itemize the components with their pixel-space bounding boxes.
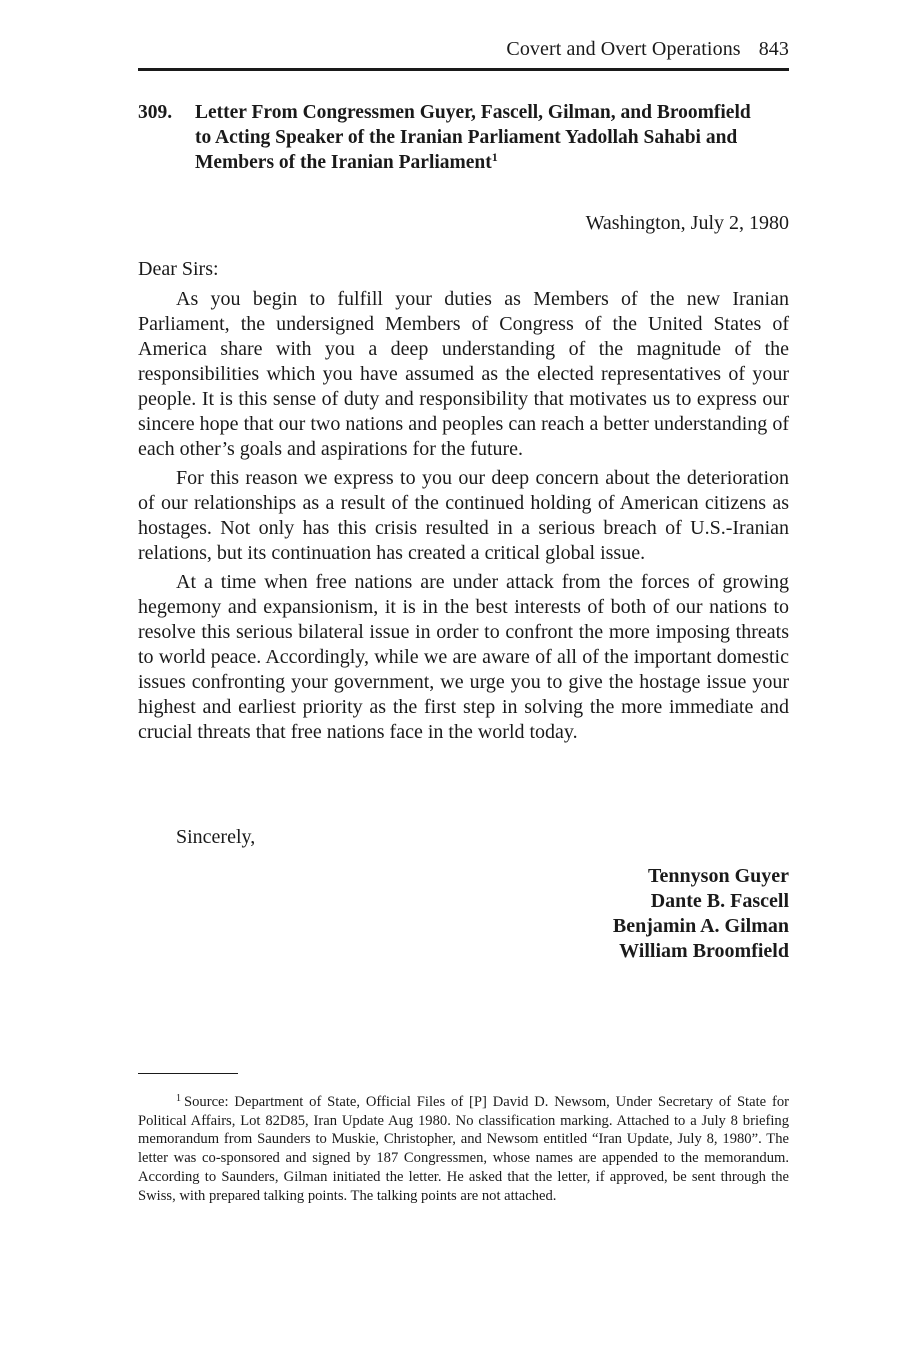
document-heading [138,100,789,175]
paragraph: For this reason we express to you our deep concern about the deterioration of our relationships as a result of the continued holding of American citizens as hostages. Not only has this crisis resulted in a serious breach of U.S.-Iranian relations, but its continuation has created a critical global issue. [138,467,789,564]
footnote-text: Source: Department of State, Official Files of [P] David D. Newsom, Under Secretary of State for Political Affairs, Lot 82D85, Iran Update Aug 1980. No classification marking. Attached to a July 8 briefing memorandum from Saunders to Muskie, Christopher, and Newsom entitled “Iran Update, July 8, 1980”. The letter was co-sponsored and signed by 187 Congressmen, whose names are appended to the memorandum. According to Saunders, Gilman initiated the letter. He asked that the letter, if approved, be sent through the Swiss, with prepared talking points. The talking points are not attached. [138,1094,789,1204]
footnote-reference[interactable]: 1 [491,150,498,164]
paragraph: At a time when free nations are under attack from the forces of growing hegemony and expansionism, it is in the best interests of both of our nations to resolve this serious bilateral issue in order to confront the more imposing threats to world peace. Accordingly, while we are aware of all of the important domestic issues confronting your government, we urge you to give the hostage issue your highest and earliest priority as the first step in solving the more immediate and crucial threats that free nations face in the world today. [138,571,789,743]
letter-body [138,287,789,749]
page-number: 843 [758,38,789,60]
running-header [506,38,789,61]
document-title: Letter From Congressmen Guyer, Fascell, Gilman, and Broomfield to Acting Speaker of the Iranian Parliament Yadollah Sahabi and Members of the Iranian Parliament [195,102,751,173]
dateline: Washington, July 2, 1980 [585,212,789,234]
document-number: 309. [138,102,173,123]
running-title: Covert and Overt Operations [506,38,741,60]
salutation: Dear Sirs: [138,258,219,280]
footnote-rule [138,1073,238,1074]
signature-block [613,864,789,964]
closing: Sincerely, [176,826,256,848]
footnote-marker: 1 [176,1093,181,1104]
paragraph: As you begin to fulfill your duties as Members of the new Iranian Parliament, the undersigned Members of Congress of the United States of America share with you a deep understanding of the magnitude of the responsibilities which you have assumed as the elected representatives of your people. It is this sense of duty and responsibility that motivates us to express our sincere hope that our two nations and peoples can reach a better understanding of each other’s goals and aspirations for the future. [138,288,789,460]
document-title-block [195,100,770,175]
footnote [138,1093,789,1205]
signatory-name: William Broomfield [619,940,789,962]
header-rule [138,68,789,71]
signatory-name: Dante B. Fascell [650,890,789,912]
signatory-name: Tennyson Guyer [648,865,789,887]
signatory-name: Benjamin A. Gilman [612,915,789,937]
